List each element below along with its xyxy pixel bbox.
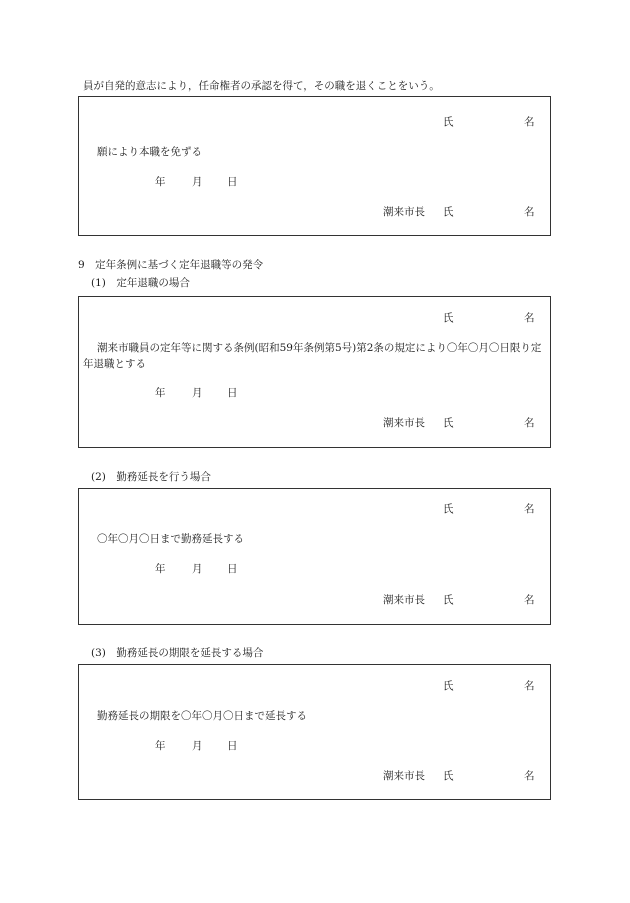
date-day: 日 — [227, 387, 238, 399]
mayor-title: 潮来市長 — [383, 770, 425, 782]
form-box-retirement — [78, 296, 551, 448]
date-day: 日 — [227, 176, 238, 188]
mayor-name-shi: 氏 — [443, 417, 454, 429]
subsection-3-heading: (3) 勤務延長の期限を延長する場合 — [91, 647, 264, 659]
date-month: 月 — [192, 387, 203, 399]
order-text: 潮来市職員の定年等に関する条例(昭和59年条例第5号)第2条の規定により〇年〇月〇日限り定年退職とする — [83, 342, 542, 371]
order-text: 願により本職を免ずる — [97, 146, 202, 158]
name-label-shi: 氏 — [443, 116, 454, 128]
name-label-mei: 名 — [524, 680, 535, 692]
name-label-shi: 氏 — [443, 312, 454, 324]
date-year: 年 — [155, 563, 166, 575]
form-box-resignation — [78, 96, 551, 236]
subsection-2-heading: (2) 勤務延長を行う場合 — [91, 471, 211, 483]
name-label-mei: 名 — [524, 116, 535, 128]
date-month: 月 — [192, 740, 203, 752]
mayor-name-mei: 名 — [524, 206, 535, 218]
subsection-1-heading: (1) 定年退職の場合 — [91, 277, 190, 289]
date-month: 月 — [192, 563, 203, 575]
mayor-name-mei: 名 — [524, 417, 535, 429]
date-day: 日 — [227, 740, 238, 752]
mayor-title: 潮来市長 — [383, 417, 425, 429]
mayor-name-mei: 名 — [524, 594, 535, 606]
intro-line: 員が自発的意志により，任命権者の承認を得て，その職を退くことをいう。 — [83, 80, 440, 92]
name-label-shi: 氏 — [443, 503, 454, 515]
form-box-extension-period — [78, 664, 551, 800]
name-label-shi: 氏 — [443, 680, 454, 692]
mayor-title: 潮来市長 — [383, 594, 425, 606]
date-year: 年 — [155, 176, 166, 188]
mayor-name-shi: 氏 — [443, 770, 454, 782]
order-text: 勤務延長の期限を〇年〇月〇日まで延長する — [97, 710, 307, 722]
section-9-heading: 9 定年条例に基づく定年退職等の発令 — [78, 259, 264, 271]
name-label-mei: 名 — [524, 503, 535, 515]
mayor-name-shi: 氏 — [443, 594, 454, 606]
name-label-mei: 名 — [524, 312, 535, 324]
date-year: 年 — [155, 740, 166, 752]
mayor-name-mei: 名 — [524, 770, 535, 782]
date-year: 年 — [155, 387, 166, 399]
mayor-title: 潮来市長 — [383, 206, 425, 218]
mayor-name-shi: 氏 — [443, 206, 454, 218]
date-day: 日 — [227, 563, 238, 575]
date-month: 月 — [192, 176, 203, 188]
form-box-extension — [78, 488, 551, 625]
order-text: 〇年〇月〇日まで勤務延長する — [97, 533, 244, 545]
